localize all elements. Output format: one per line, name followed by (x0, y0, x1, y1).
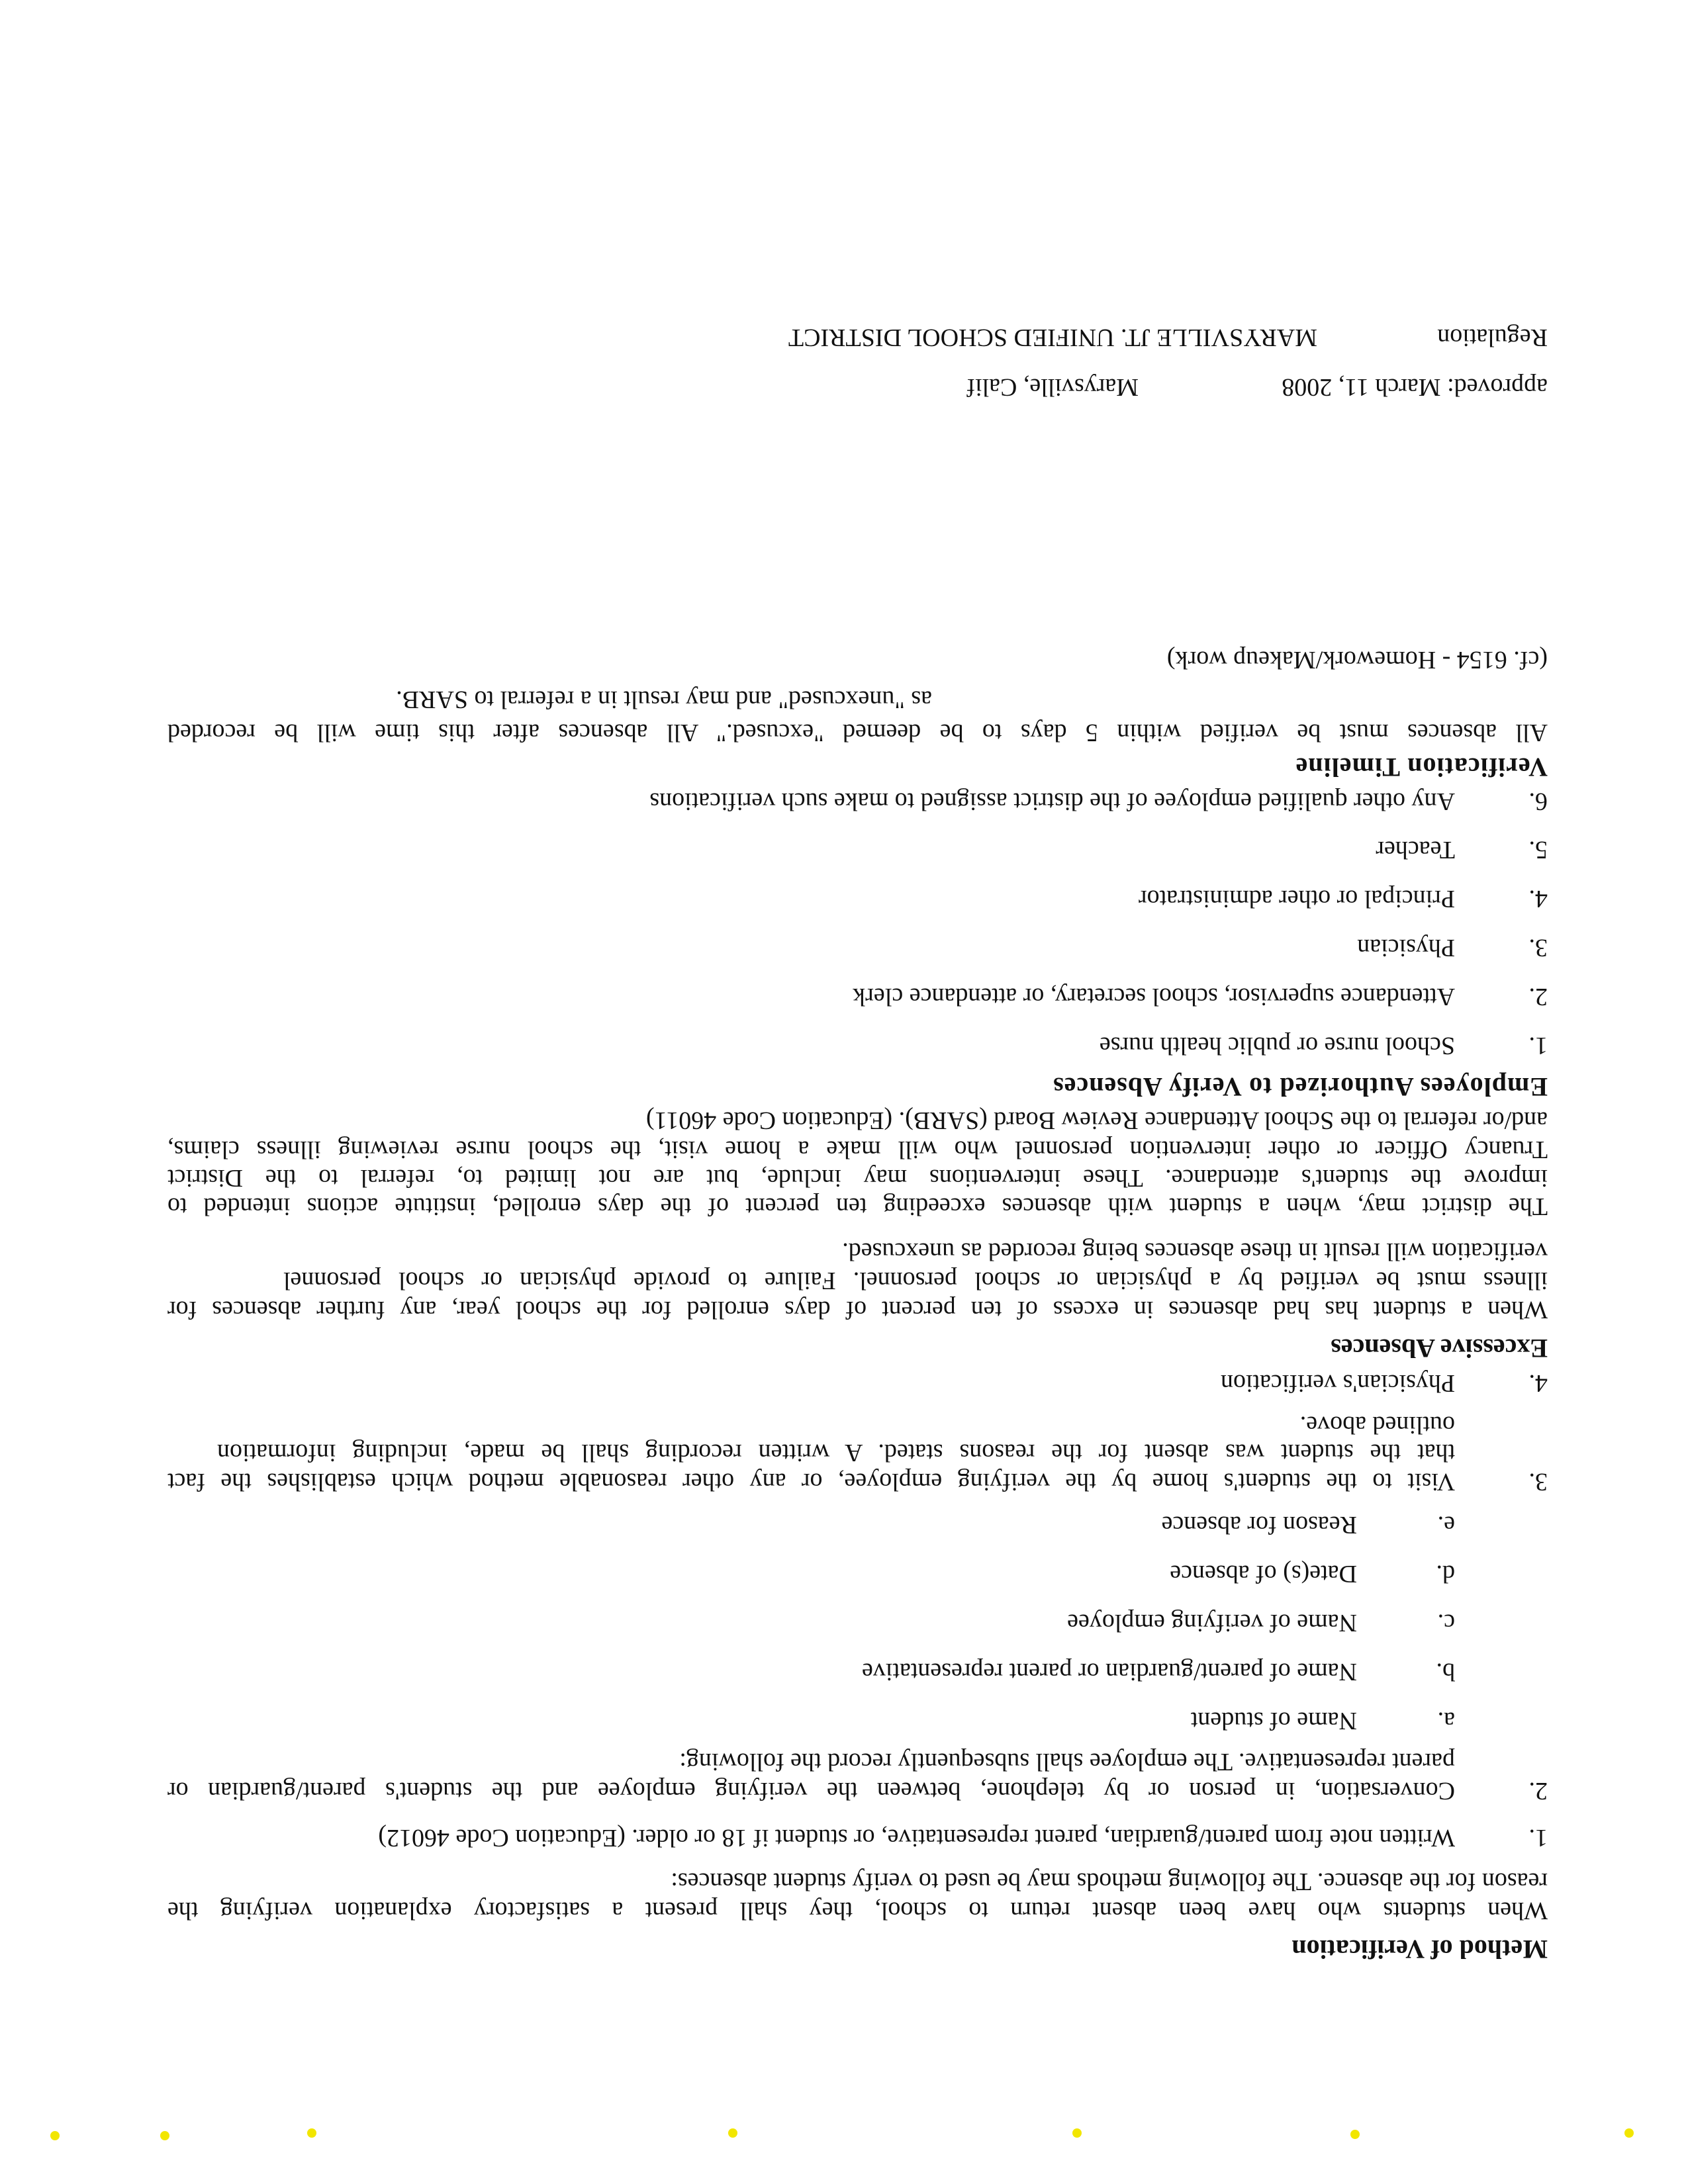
employee-item-4-number: 4. (1528, 885, 1548, 913)
excessive-para2-line-2: improve the student's attendance. These interventions may include, but are not limited to, referral to the District (167, 1164, 1548, 1192)
method-item-3-line-2: that the student was absent for the reasons stated. A written recording shall be made, including information (217, 1439, 1455, 1467)
excessive-para1-line-3: verification will result in these absences being recorded as unexcused. (842, 1238, 1548, 1265)
method-item-4-text: Physician's verification (1220, 1369, 1455, 1397)
excessive-para1-line-2: illness must be verified by a physician or school personnel. Failure to provide physician or school personnel (283, 1267, 1548, 1295)
method-item-4-number: 4. (1528, 1369, 1548, 1397)
employee-item-3-number: 3. (1528, 934, 1548, 962)
employee-item-3-text: Physician (1357, 934, 1455, 962)
method-item-1-number: 1. (1528, 1824, 1548, 1852)
approved-date: approved: March 11, 2008 (1282, 373, 1548, 401)
method-item-3-line-1: Visit to the student's home by the verifying employee, or any other reasonable method which establishes the fact (167, 1468, 1455, 1496)
employees-heading: Employees Authorized to Verify Absences (1053, 1072, 1548, 1102)
method-intro-line-2: reason for the absence. The following methods may be used to verify student absences: (671, 1868, 1548, 1895)
approved-location: Marysville, Calif (966, 373, 1139, 401)
method-item-2-sub-e-text: Reason for absence (1161, 1511, 1357, 1539)
excessive-heading: Excessive Absences (1331, 1334, 1548, 1363)
method-item-3-line-3: outlined above. (1299, 1411, 1455, 1439)
employee-item-5-number: 5. (1528, 836, 1548, 864)
excessive-para2-line-1: The district may, when a student with absences exceeding ten percent of the days enrolled, institute actions intended to (167, 1193, 1548, 1220)
cross-reference: (cf. 6154 - Homework/Makeup work) (1166, 646, 1548, 674)
method-item-2-number: 2. (1528, 1777, 1548, 1805)
method-item-2-sub-c-letter: c. (1437, 1609, 1455, 1637)
employee-item-5-text: Teacher (1376, 836, 1455, 864)
method-item-2-sub-d-text: Date(s) of absence (1170, 1560, 1357, 1588)
employee-item-6-text: Any other qualified employee of the district assigned to make such verifications (649, 788, 1455, 815)
method-item-2-sub-d-letter: d. (1436, 1560, 1455, 1588)
employee-item-1-number: 1. (1528, 1032, 1548, 1060)
method-item-2-sub-b-letter: b. (1436, 1658, 1455, 1686)
yellow-dot-mark (50, 2131, 60, 2140)
yellow-dot-mark (307, 2128, 316, 2138)
employee-item-4-text: Principal or other administrator (1138, 885, 1455, 913)
yellow-dot-mark (1072, 2128, 1082, 2138)
district-name: MARYSVILLE JT. UNIFIED SCHOOL DISTRICT (788, 324, 1317, 351)
method-item-1-text: Written note from parent/guardian, parent representative, or student if 18 or older. (Education Code 46012) (378, 1824, 1455, 1852)
method-item-2-line-1: Conversation, in person or by telephone, between the verifying employee and the student's parent/guardian or (167, 1777, 1455, 1805)
timeline-heading: Verification Timeline (1295, 752, 1548, 782)
employee-item-6-number: 6. (1528, 788, 1548, 815)
method-heading: Method of Verification (1291, 1934, 1548, 1964)
excessive-para1-line-1: When a student has had absences in excess of ten percent of days enrolled for the school year, any further absences for (167, 1296, 1548, 1324)
employee-item-1-text: School nurse or public health nurse (1099, 1032, 1455, 1060)
yellow-dot-mark (160, 2131, 169, 2140)
method-item-2-sub-e-letter: e. (1437, 1511, 1455, 1539)
method-item-2-sub-c-text: Name of verifying employee (1067, 1609, 1357, 1637)
yellow-dot-mark (728, 2128, 737, 2138)
method-intro-line-1: When students who have been absent return to school, they shall present a satisfactory explanation verifying the (167, 1897, 1548, 1925)
method-item-2-sub-b-text: Name of parent/guardian or parent representative (861, 1658, 1357, 1686)
method-item-2-sub-a-letter: a. (1437, 1707, 1455, 1735)
yellow-dot-mark (1624, 2128, 1634, 2138)
yellow-dot-mark (1350, 2130, 1360, 2139)
method-item-2-line-2: parent representative. The employee shall subsequently record the following: (679, 1748, 1455, 1776)
excessive-para2-line-4: and/or referral to the School Attendance Review Board (SARB). (Education Code 46011) (645, 1107, 1548, 1134)
employee-item-2-number: 2. (1528, 983, 1548, 1011)
timeline-line-1: All absences must be verified within 5 days to be deemed "excused." All absences after this time will be recorded (167, 719, 1548, 747)
method-item-3-number: 3. (1528, 1468, 1548, 1496)
timeline-line-2: as "unexcused" and may result in a referral to SARB. (396, 686, 932, 713)
method-item-2-sub-a-text: Name of student (1190, 1707, 1357, 1735)
excessive-para2-line-3: Truancy Officer or other intervention personnel who will make a home visit, the school nurse reviewing illness claims, (167, 1136, 1548, 1163)
regulation-label: Regulation (1437, 324, 1548, 351)
employee-item-2-text: Attendance supervisor, school secretary, or attendance clerk (853, 983, 1455, 1011)
